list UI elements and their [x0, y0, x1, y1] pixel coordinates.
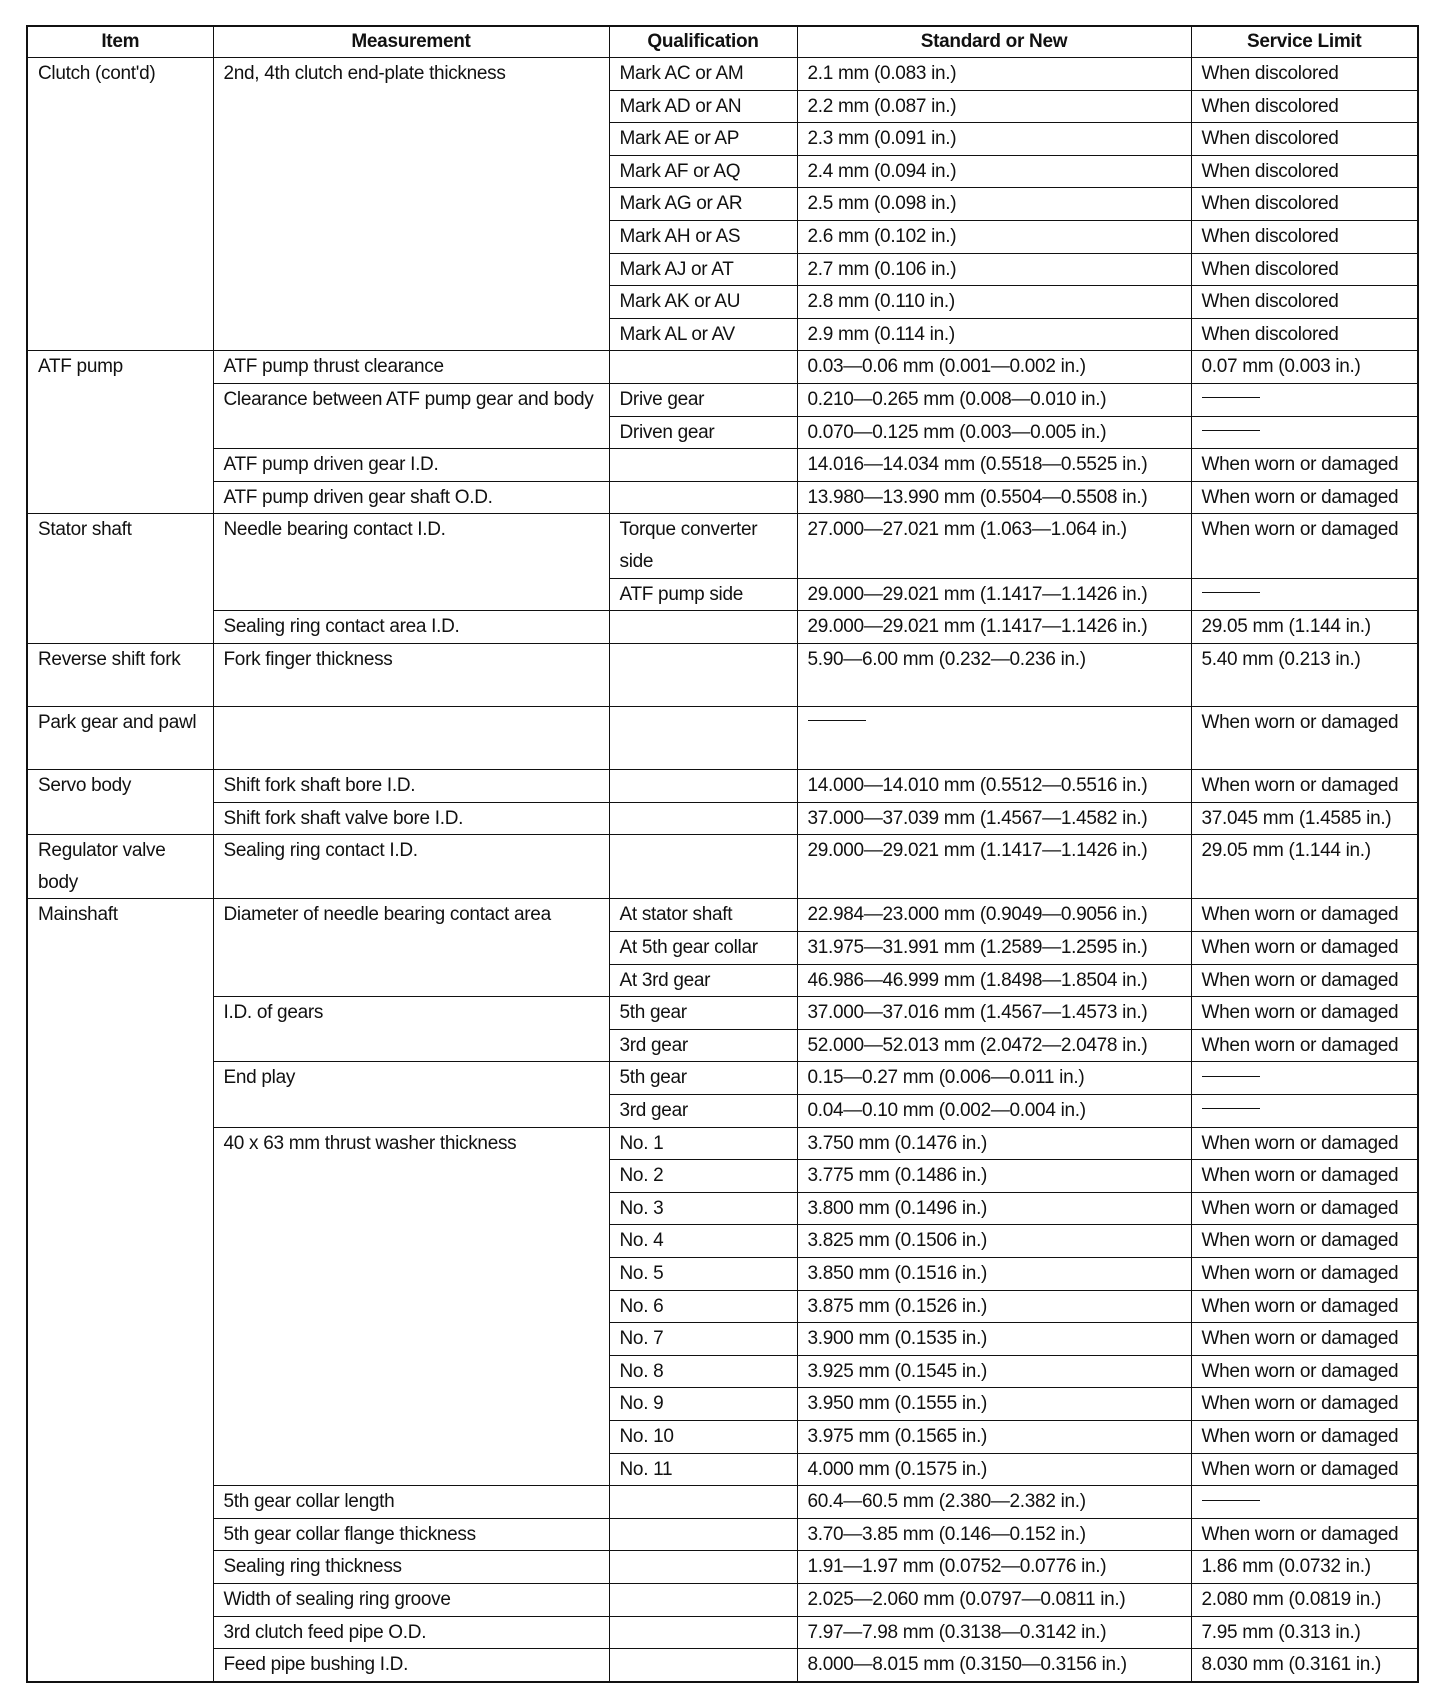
- qualification-cell: No. 2: [609, 1160, 797, 1193]
- service-limit-cell: When worn or damaged: [1191, 1192, 1418, 1225]
- service-limit-cell: When worn or damaged: [1191, 1029, 1418, 1062]
- service-limit-cell: When worn or damaged: [1191, 514, 1418, 578]
- measurement-cell: Diameter of needle bearing contact area: [213, 899, 609, 997]
- item-cell: Mainshaft: [27, 899, 213, 1682]
- dash-placeholder: [1202, 397, 1260, 398]
- service-limit-cell: When worn or damaged: [1191, 1257, 1418, 1290]
- qualification-cell: Driven gear: [609, 416, 797, 449]
- standard-value-cell: 3.900 mm (0.1535 in.): [797, 1323, 1191, 1356]
- service-limit-cell: When worn or damaged: [1191, 706, 1418, 769]
- measurement-cell: ATF pump thrust clearance: [213, 351, 609, 384]
- dash-placeholder: [1202, 1500, 1260, 1501]
- dash-placeholder: [1202, 592, 1260, 593]
- header-item: Item: [27, 26, 213, 58]
- qualification-cell: [609, 351, 797, 384]
- qualification-cell: [609, 449, 797, 482]
- standard-value-cell: 0.03—0.06 mm (0.001—0.002 in.): [797, 351, 1191, 384]
- service-limit-cell: 29.05 mm (1.144 in.): [1191, 835, 1418, 899]
- qualification-cell: [609, 770, 797, 803]
- standard-value-cell: 4.000 mm (0.1575 in.): [797, 1453, 1191, 1486]
- qualification-cell: [609, 706, 797, 769]
- service-limit-cell: [1191, 383, 1418, 416]
- item-cell: Reverse shift fork: [27, 643, 213, 706]
- qualification-cell: 3rd gear: [609, 1029, 797, 1062]
- header-standard-or-new: Standard or New: [797, 26, 1191, 58]
- standard-value-cell: 2.3 mm (0.091 in.): [797, 123, 1191, 156]
- service-limit-cell: When discolored: [1191, 220, 1418, 253]
- qualification-cell: [609, 1649, 797, 1682]
- table-row: [27, 514, 1418, 578]
- standard-value-cell: 3.825 mm (0.1506 in.): [797, 1225, 1191, 1258]
- table-row: [27, 351, 1418, 384]
- measurement-cell: ATF pump driven gear I.D.: [213, 449, 609, 482]
- table-row: [27, 611, 1418, 644]
- standard-value-cell: 0.04—0.10 mm (0.002—0.004 in.): [797, 1095, 1191, 1128]
- service-limit-cell: When discolored: [1191, 253, 1418, 286]
- standard-value-cell: 5.90—6.00 mm (0.232—0.236 in.): [797, 643, 1191, 706]
- item-cell: Regulator valve body: [27, 835, 213, 899]
- service-limit-cell: When worn or damaged: [1191, 899, 1418, 932]
- table-row: [27, 383, 1418, 416]
- qualification-cell: [609, 1616, 797, 1649]
- measurement-cell: Shift fork shaft bore I.D.: [213, 770, 609, 803]
- standard-value-cell: 8.000—8.015 mm (0.3150—0.3156 in.): [797, 1649, 1191, 1682]
- qualification-cell: No. 1: [609, 1127, 797, 1160]
- qualification-cell: [609, 802, 797, 835]
- qualification-cell: 3rd gear: [609, 1095, 797, 1128]
- measurement-cell: 2nd, 4th clutch end-plate thickness: [213, 58, 609, 351]
- measurement-cell: Sealing ring contact I.D.: [213, 835, 609, 899]
- service-limit-cell: When discolored: [1191, 90, 1418, 123]
- measurement-cell: Fork finger thickness: [213, 643, 609, 706]
- table-row: [27, 1551, 1418, 1584]
- service-limit-cell: 0.07 mm (0.003 in.): [1191, 351, 1418, 384]
- specifications-table: [26, 25, 1419, 1683]
- qualification-cell: No. 11: [609, 1453, 797, 1486]
- service-limit-cell: When worn or damaged: [1191, 770, 1418, 803]
- standard-value-cell: 3.750 mm (0.1476 in.): [797, 1127, 1191, 1160]
- table-row: [27, 835, 1418, 899]
- table-body: [27, 58, 1418, 1682]
- measurement-cell: 5th gear collar length: [213, 1486, 609, 1519]
- measurement-cell: ATF pump driven gear shaft O.D.: [213, 481, 609, 514]
- table-row: [27, 770, 1418, 803]
- service-limit-cell: [1191, 578, 1418, 611]
- qualification-cell: [609, 835, 797, 899]
- standard-value-cell: 37.000—37.039 mm (1.4567—1.4582 in.): [797, 802, 1191, 835]
- standard-value-cell: 2.2 mm (0.087 in.): [797, 90, 1191, 123]
- standard-value-cell: 13.980—13.990 mm (0.5504—0.5508 in.): [797, 481, 1191, 514]
- standard-value-cell: 2.6 mm (0.102 in.): [797, 220, 1191, 253]
- table-row: [27, 1486, 1418, 1519]
- measurement-cell: Width of sealing ring groove: [213, 1583, 609, 1616]
- qualification-cell: No. 7: [609, 1323, 797, 1356]
- qualification-cell: Mark AD or AN: [609, 90, 797, 123]
- qualification-cell: ATF pump side: [609, 578, 797, 611]
- standard-value-cell: 29.000—29.021 mm (1.1417—1.1426 in.): [797, 578, 1191, 611]
- service-limit-cell: [1191, 416, 1418, 449]
- table-row: [27, 802, 1418, 835]
- dash-placeholder: [1202, 430, 1260, 431]
- service-limit-cell: 2.080 mm (0.0819 in.): [1191, 1583, 1418, 1616]
- standard-value-cell: 27.000—27.021 mm (1.063—1.064 in.): [797, 514, 1191, 578]
- spec-sheet: [26, 25, 1419, 1683]
- item-cell: Stator shaft: [27, 514, 213, 643]
- standard-value-cell: 0.15—0.27 mm (0.006—0.011 in.): [797, 1062, 1191, 1095]
- standard-value-cell: 29.000—29.021 mm (1.1417—1.1426 in.): [797, 611, 1191, 644]
- qualification-cell: Mark AC or AM: [609, 58, 797, 91]
- service-limit-cell: When discolored: [1191, 123, 1418, 156]
- table-row: [27, 1616, 1418, 1649]
- qualification-cell: [609, 643, 797, 706]
- service-limit-cell: 29.05 mm (1.144 in.): [1191, 611, 1418, 644]
- qualification-cell: [609, 1551, 797, 1584]
- table-row: [27, 997, 1418, 1030]
- standard-value-cell: 3.775 mm (0.1486 in.): [797, 1160, 1191, 1193]
- service-limit-cell: [1191, 1486, 1418, 1519]
- standard-value-cell: 52.000—52.013 mm (2.0472—2.0478 in.): [797, 1029, 1191, 1062]
- standard-value-cell: 3.925 mm (0.1545 in.): [797, 1355, 1191, 1388]
- standard-value-cell: 22.984—23.000 mm (0.9049—0.9056 in.): [797, 899, 1191, 932]
- measurement-cell: 40 x 63 mm thrust washer thickness: [213, 1127, 609, 1486]
- standard-value-cell: 2.9 mm (0.114 in.): [797, 318, 1191, 351]
- measurement-cell: 5th gear collar flange thickness: [213, 1518, 609, 1551]
- table-row: [27, 1127, 1418, 1160]
- standard-value-cell: [797, 706, 1191, 769]
- qualification-cell: [609, 481, 797, 514]
- standard-value-cell: 2.5 mm (0.098 in.): [797, 188, 1191, 221]
- service-limit-cell: When worn or damaged: [1191, 1127, 1418, 1160]
- service-limit-cell: When worn or damaged: [1191, 1453, 1418, 1486]
- table-row: [27, 1062, 1418, 1095]
- standard-value-cell: 1.91—1.97 mm (0.0752—0.0776 in.): [797, 1551, 1191, 1584]
- standard-value-cell: 60.4—60.5 mm (2.380—2.382 in.): [797, 1486, 1191, 1519]
- qualification-cell: 5th gear: [609, 1062, 797, 1095]
- dash-placeholder: [1202, 1076, 1260, 1077]
- service-limit-cell: When worn or damaged: [1191, 449, 1418, 482]
- measurement-cell: Sealing ring thickness: [213, 1551, 609, 1584]
- service-limit-cell: When discolored: [1191, 286, 1418, 319]
- service-limit-cell: When worn or damaged: [1191, 1420, 1418, 1453]
- service-limit-cell: When worn or damaged: [1191, 1518, 1418, 1551]
- standard-value-cell: 2.025—2.060 mm (0.0797—0.0811 in.): [797, 1583, 1191, 1616]
- standard-value-cell: 29.000—29.021 mm (1.1417—1.1426 in.): [797, 835, 1191, 899]
- standard-value-cell: 37.000—37.016 mm (1.4567—1.4573 in.): [797, 997, 1191, 1030]
- qualification-cell: Mark AH or AS: [609, 220, 797, 253]
- qualification-cell: No. 8: [609, 1355, 797, 1388]
- qualification-cell: [609, 1486, 797, 1519]
- standard-value-cell: 2.1 mm (0.083 in.): [797, 58, 1191, 91]
- qualification-cell: No. 5: [609, 1257, 797, 1290]
- service-limit-cell: [1191, 1095, 1418, 1128]
- qualification-cell: No. 9: [609, 1388, 797, 1421]
- service-limit-cell: 5.40 mm (0.213 in.): [1191, 643, 1418, 706]
- qualification-cell: [609, 611, 797, 644]
- service-limit-cell: When worn or damaged: [1191, 964, 1418, 997]
- service-limit-cell: When worn or damaged: [1191, 1290, 1418, 1323]
- standard-value-cell: 14.000—14.010 mm (0.5512—0.5516 in.): [797, 770, 1191, 803]
- service-limit-cell: 37.045 mm (1.4585 in.): [1191, 802, 1418, 835]
- qualification-cell: Torque converter side: [609, 514, 797, 578]
- measurement-cell: Shift fork shaft valve bore I.D.: [213, 802, 609, 835]
- standard-value-cell: 3.950 mm (0.1555 in.): [797, 1388, 1191, 1421]
- standard-value-cell: 3.975 mm (0.1565 in.): [797, 1420, 1191, 1453]
- header-qualification: Qualification: [609, 26, 797, 58]
- measurement-cell: Needle bearing contact I.D.: [213, 514, 609, 611]
- qualification-cell: No. 10: [609, 1420, 797, 1453]
- measurement-cell: 3rd clutch feed pipe O.D.: [213, 1616, 609, 1649]
- measurement-cell: I.D. of gears: [213, 997, 609, 1062]
- service-limit-cell: When discolored: [1191, 318, 1418, 351]
- table-row: [27, 1518, 1418, 1551]
- standard-value-cell: 31.975—31.991 mm (1.2589—1.2595 in.): [797, 932, 1191, 965]
- measurement-cell: [213, 706, 609, 769]
- standard-value-cell: 3.875 mm (0.1526 in.): [797, 1290, 1191, 1323]
- table-row: [27, 58, 1418, 91]
- qualification-cell: No. 3: [609, 1192, 797, 1225]
- qualification-cell: [609, 1518, 797, 1551]
- item-cell: Park gear and pawl: [27, 706, 213, 769]
- standard-value-cell: 3.70—3.85 mm (0.146—0.152 in.): [797, 1518, 1191, 1551]
- service-limit-cell: When discolored: [1191, 155, 1418, 188]
- qualification-cell: Mark AJ or AT: [609, 253, 797, 286]
- measurement-cell: End play: [213, 1062, 609, 1127]
- service-limit-cell: When discolored: [1191, 188, 1418, 221]
- qualification-cell: Mark AG or AR: [609, 188, 797, 221]
- qualification-cell: Mark AL or AV: [609, 318, 797, 351]
- dash-placeholder: [808, 720, 866, 721]
- standard-value-cell: 2.8 mm (0.110 in.): [797, 286, 1191, 319]
- table-row: [27, 643, 1418, 706]
- table-row: [27, 1649, 1418, 1682]
- dash-placeholder: [1202, 1108, 1260, 1109]
- header-service-limit: Service Limit: [1191, 26, 1418, 58]
- standard-value-cell: 14.016—14.034 mm (0.5518—0.5525 in.): [797, 449, 1191, 482]
- standard-value-cell: 7.97—7.98 mm (0.3138—0.3142 in.): [797, 1616, 1191, 1649]
- standard-value-cell: 2.7 mm (0.106 in.): [797, 253, 1191, 286]
- service-limit-cell: 1.86 mm (0.0732 in.): [1191, 1551, 1418, 1584]
- header-measurement: Measurement: [213, 26, 609, 58]
- qualification-cell: At 3rd gear: [609, 964, 797, 997]
- item-cell: Clutch (cont'd): [27, 58, 213, 351]
- standard-value-cell: 46.986—46.999 mm (1.8498—1.8504 in.): [797, 964, 1191, 997]
- standard-value-cell: 3.800 mm (0.1496 in.): [797, 1192, 1191, 1225]
- qualification-cell: At 5th gear collar: [609, 932, 797, 965]
- qualification-cell: Drive gear: [609, 383, 797, 416]
- measurement-cell: Sealing ring contact area I.D.: [213, 611, 609, 644]
- service-limit-cell: When worn or damaged: [1191, 1388, 1418, 1421]
- table-row: [27, 706, 1418, 769]
- service-limit-cell: 8.030 mm (0.3161 in.): [1191, 1649, 1418, 1682]
- qualification-cell: No. 4: [609, 1225, 797, 1258]
- measurement-cell: Clearance between ATF pump gear and body: [213, 383, 609, 448]
- table-row: [27, 899, 1418, 932]
- standard-value-cell: 2.4 mm (0.094 in.): [797, 155, 1191, 188]
- service-limit-cell: [1191, 1062, 1418, 1095]
- service-limit-cell: When discolored: [1191, 58, 1418, 91]
- standard-value-cell: 3.850 mm (0.1516 in.): [797, 1257, 1191, 1290]
- service-limit-cell: When worn or damaged: [1191, 932, 1418, 965]
- service-limit-cell: When worn or damaged: [1191, 1355, 1418, 1388]
- service-limit-cell: 7.95 mm (0.313 in.): [1191, 1616, 1418, 1649]
- service-limit-cell: When worn or damaged: [1191, 1225, 1418, 1258]
- service-limit-cell: When worn or damaged: [1191, 997, 1418, 1030]
- item-cell: ATF pump: [27, 351, 213, 514]
- service-limit-cell: When worn or damaged: [1191, 1323, 1418, 1356]
- table-row: [27, 449, 1418, 482]
- qualification-cell: Mark AF or AQ: [609, 155, 797, 188]
- qualification-cell: [609, 1583, 797, 1616]
- qualification-cell: No. 6: [609, 1290, 797, 1323]
- header-row: [27, 26, 1418, 58]
- standard-value-cell: 0.070—0.125 mm (0.003—0.005 in.): [797, 416, 1191, 449]
- item-cell: Servo body: [27, 770, 213, 835]
- standard-value-cell: 0.210—0.265 mm (0.008—0.010 in.): [797, 383, 1191, 416]
- table-row: [27, 481, 1418, 514]
- qualification-cell: Mark AK or AU: [609, 286, 797, 319]
- service-limit-cell: When worn or damaged: [1191, 481, 1418, 514]
- qualification-cell: At stator shaft: [609, 899, 797, 932]
- measurement-cell: Feed pipe bushing I.D.: [213, 1649, 609, 1682]
- qualification-cell: 5th gear: [609, 997, 797, 1030]
- service-limit-cell: When worn or damaged: [1191, 1160, 1418, 1193]
- qualification-cell: Mark AE or AP: [609, 123, 797, 156]
- table-row: [27, 1583, 1418, 1616]
